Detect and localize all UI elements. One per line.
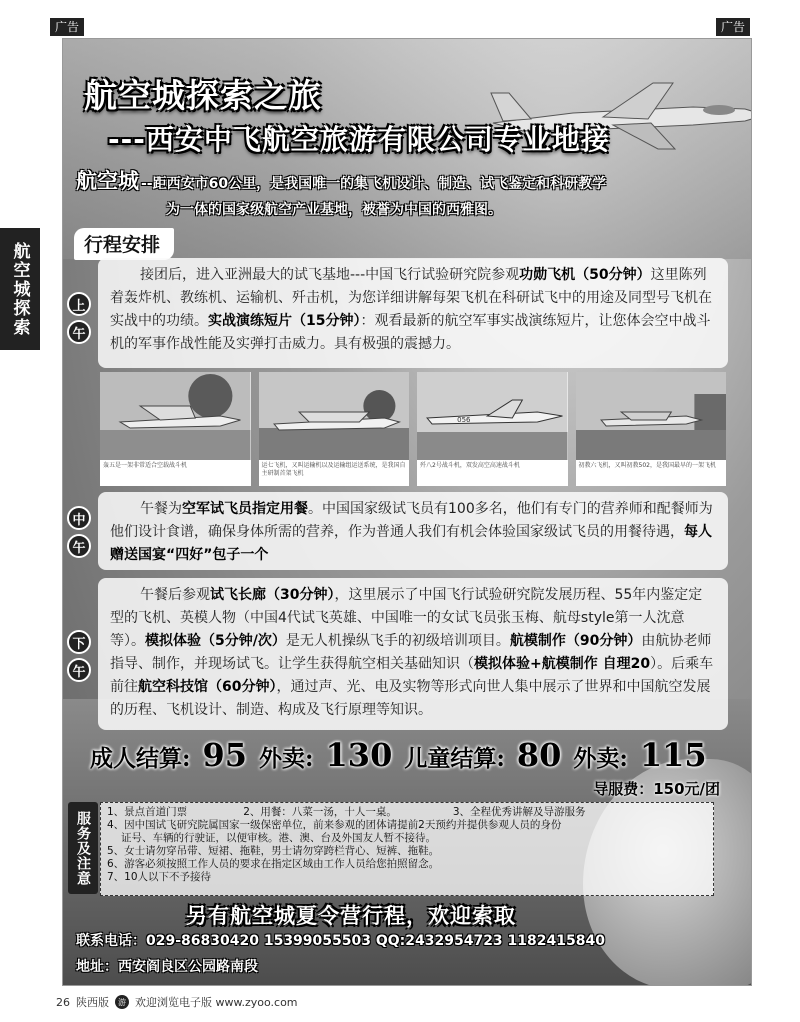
intro-line-1: --距西安市60公里，是我国唯一的集飞机设计、制造、试飞鉴定和科研教学 (141, 176, 607, 192)
afternoon-badge-char-1: 下 (67, 630, 91, 654)
contact-phone: 联系电话：029-86830420 15399055503 QQ:2432954723 1182415840 (76, 933, 605, 949)
adult-sell-label: 外卖: (259, 745, 314, 772)
photo-trainer (576, 372, 727, 460)
morning-text: 接团后，进入亚洲最大的试飞基地---中国飞行试验研究院参观功勋飞机（50分钟）这里陈列着轰炸机、教练机、运输机、歼击机，为您详细讲解每架飞机在科研试飞中的用途及同型号飞机在实战中的功绩。实战演练短片（15分钟）：观看最新的航空军事实战演练短片，让您体会空中战斗机的军事作战性能及实弹打击威力。具有极强的震撼力。 (110, 267, 712, 352)
price-line (90, 736, 730, 774)
notice-item-continued: 证号、车辆的行驶证，以便审核。港、澳、台及外国友人暂不接待。 (121, 832, 436, 844)
photo-caption: 初教六飞机，又叫初教502，是我国最早的一架飞机 (578, 462, 716, 469)
child-sell-label: 外卖: (573, 745, 628, 772)
address: 地址：西安阎良区公园路南段 (76, 959, 258, 975)
morning-badge (66, 292, 92, 348)
section-side-tab: 航空城探索 (0, 228, 40, 350)
notice-item: 6、游客必须按照工作人员的要求在指定区域由工作人员给您拍照留念。 (107, 858, 440, 870)
intro-lead: 航空城 (76, 169, 139, 193)
notice-item: 5、女士请勿穿吊带、短裙、拖鞋，男士请勿穿跨栏背心、短裤、拖鞋。 (107, 845, 440, 857)
notice-item: 2、用餐：八菜一汤，十人一桌。 (243, 806, 397, 818)
photo-item (259, 372, 410, 486)
notice-item: 3、全程优秀讲解及导游服务 (452, 806, 586, 818)
notice-item: 7、10人以下不予接待 (107, 871, 212, 883)
guide-fee: 导服费：150元/团 (593, 780, 720, 798)
svg-text:056: 056 (457, 415, 471, 424)
photo-item (417, 372, 568, 486)
afternoon-text: 午餐后参观试飞长廊（30分钟），这里展示了中国飞行试验研究院发展历程、55年内鉴定定型的飞机、英模人物（中国4代试飞英雄、中国唯一的女试飞员张玉梅、航母style第一人沈意等）。模拟体验（5分钟/次）是无人机操纵飞手的初级培训项目。航模制作（90分钟）由航协老师指导、制作，并现场试飞。让学生获得航空相关基础知识（模拟体验+航模制作 自理20）。后乘车前往航空科技馆（60分钟），通过声、光、电及实物等形式向世人集中展示了世界和中国航空发展的历程、飞机设计、制造、构成及飞行原理等知识。 (110, 587, 714, 718)
adult-settle-price: 95 (202, 736, 248, 774)
ad-tag-left: 广告 (50, 18, 84, 36)
edition-label: 陕西版 (76, 996, 109, 1009)
noon-box (98, 492, 728, 570)
photo-bomber (100, 372, 251, 460)
intro-line-2: 为一体的国家级航空产业基地，被誉为中国的西雅图。 (166, 202, 502, 218)
footer-link-text[interactable]: 欢迎浏览电子版 www.zyoo.com (135, 996, 298, 1009)
photo-caption: 歼八2号战斗机，双发高空高速战斗机 (420, 462, 520, 469)
ad-tag-right: 广告 (716, 18, 750, 36)
page-number: 26 (56, 995, 70, 1009)
page-footer (56, 994, 298, 1010)
notice-item: 4、因中国试飞研究院属国家一级保密单位，前来参观的团体请提前2天预约并提供参观人员的身份 (107, 819, 562, 831)
publisher-logo-icon: 游 (115, 995, 129, 1009)
ad-title: 航空城探索之旅 (84, 76, 322, 115)
child-settle-label: 儿童结算: (404, 745, 505, 772)
intro-text (76, 168, 746, 223)
child-settle-price: 80 (516, 736, 562, 774)
photo-fighter (417, 372, 568, 460)
photo-item (100, 372, 251, 486)
itinerary-label: 行程安排 (74, 228, 174, 260)
morning-badge-char-2: 午 (67, 320, 91, 344)
notice-label: 服务及注意 (68, 802, 98, 894)
afternoon-badge (66, 630, 92, 686)
photo-transport (259, 372, 410, 460)
summer-camp-banner: 另有航空城夏令营行程，欢迎索取 (186, 904, 516, 928)
noon-badge-char-1: 中 (67, 506, 91, 530)
notice-item: 1、景点首道门票 (107, 806, 188, 818)
morning-box (98, 258, 728, 368)
photo-caption: 运七飞机，又叫运输机以及运输组运送系统，是我国自主研制首架飞机 (261, 462, 406, 477)
afternoon-box (98, 578, 728, 730)
adult-sell-price: 130 (325, 736, 393, 774)
photo-caption: 轰五是一架非常适合空载战斗机 (103, 462, 188, 469)
afternoon-badge-char-2: 午 (67, 658, 91, 682)
noon-badge-char-2: 午 (67, 534, 91, 558)
ad-subtitle: ---西安中飞航空旅游有限公司专业地接 (108, 123, 610, 156)
noon-badge (66, 506, 92, 562)
morning-badge-char-1: 上 (67, 292, 91, 316)
child-sell-price: 115 (639, 736, 707, 774)
adult-settle-label: 成人结算: (90, 745, 191, 772)
noon-text: 午餐为空军试飞员指定用餐。中国国家级试飞员有100多名，他们有专门的营养师和配餐师为他们设计食谱，确保身体所需的营养，作为普通人我们有机会体验国家级试飞员的用餐待遇，每人赠送国宴“四好”包子一个 (110, 501, 713, 563)
photo-item (576, 372, 727, 486)
photo-strip (100, 372, 726, 486)
notice-box (100, 802, 714, 896)
